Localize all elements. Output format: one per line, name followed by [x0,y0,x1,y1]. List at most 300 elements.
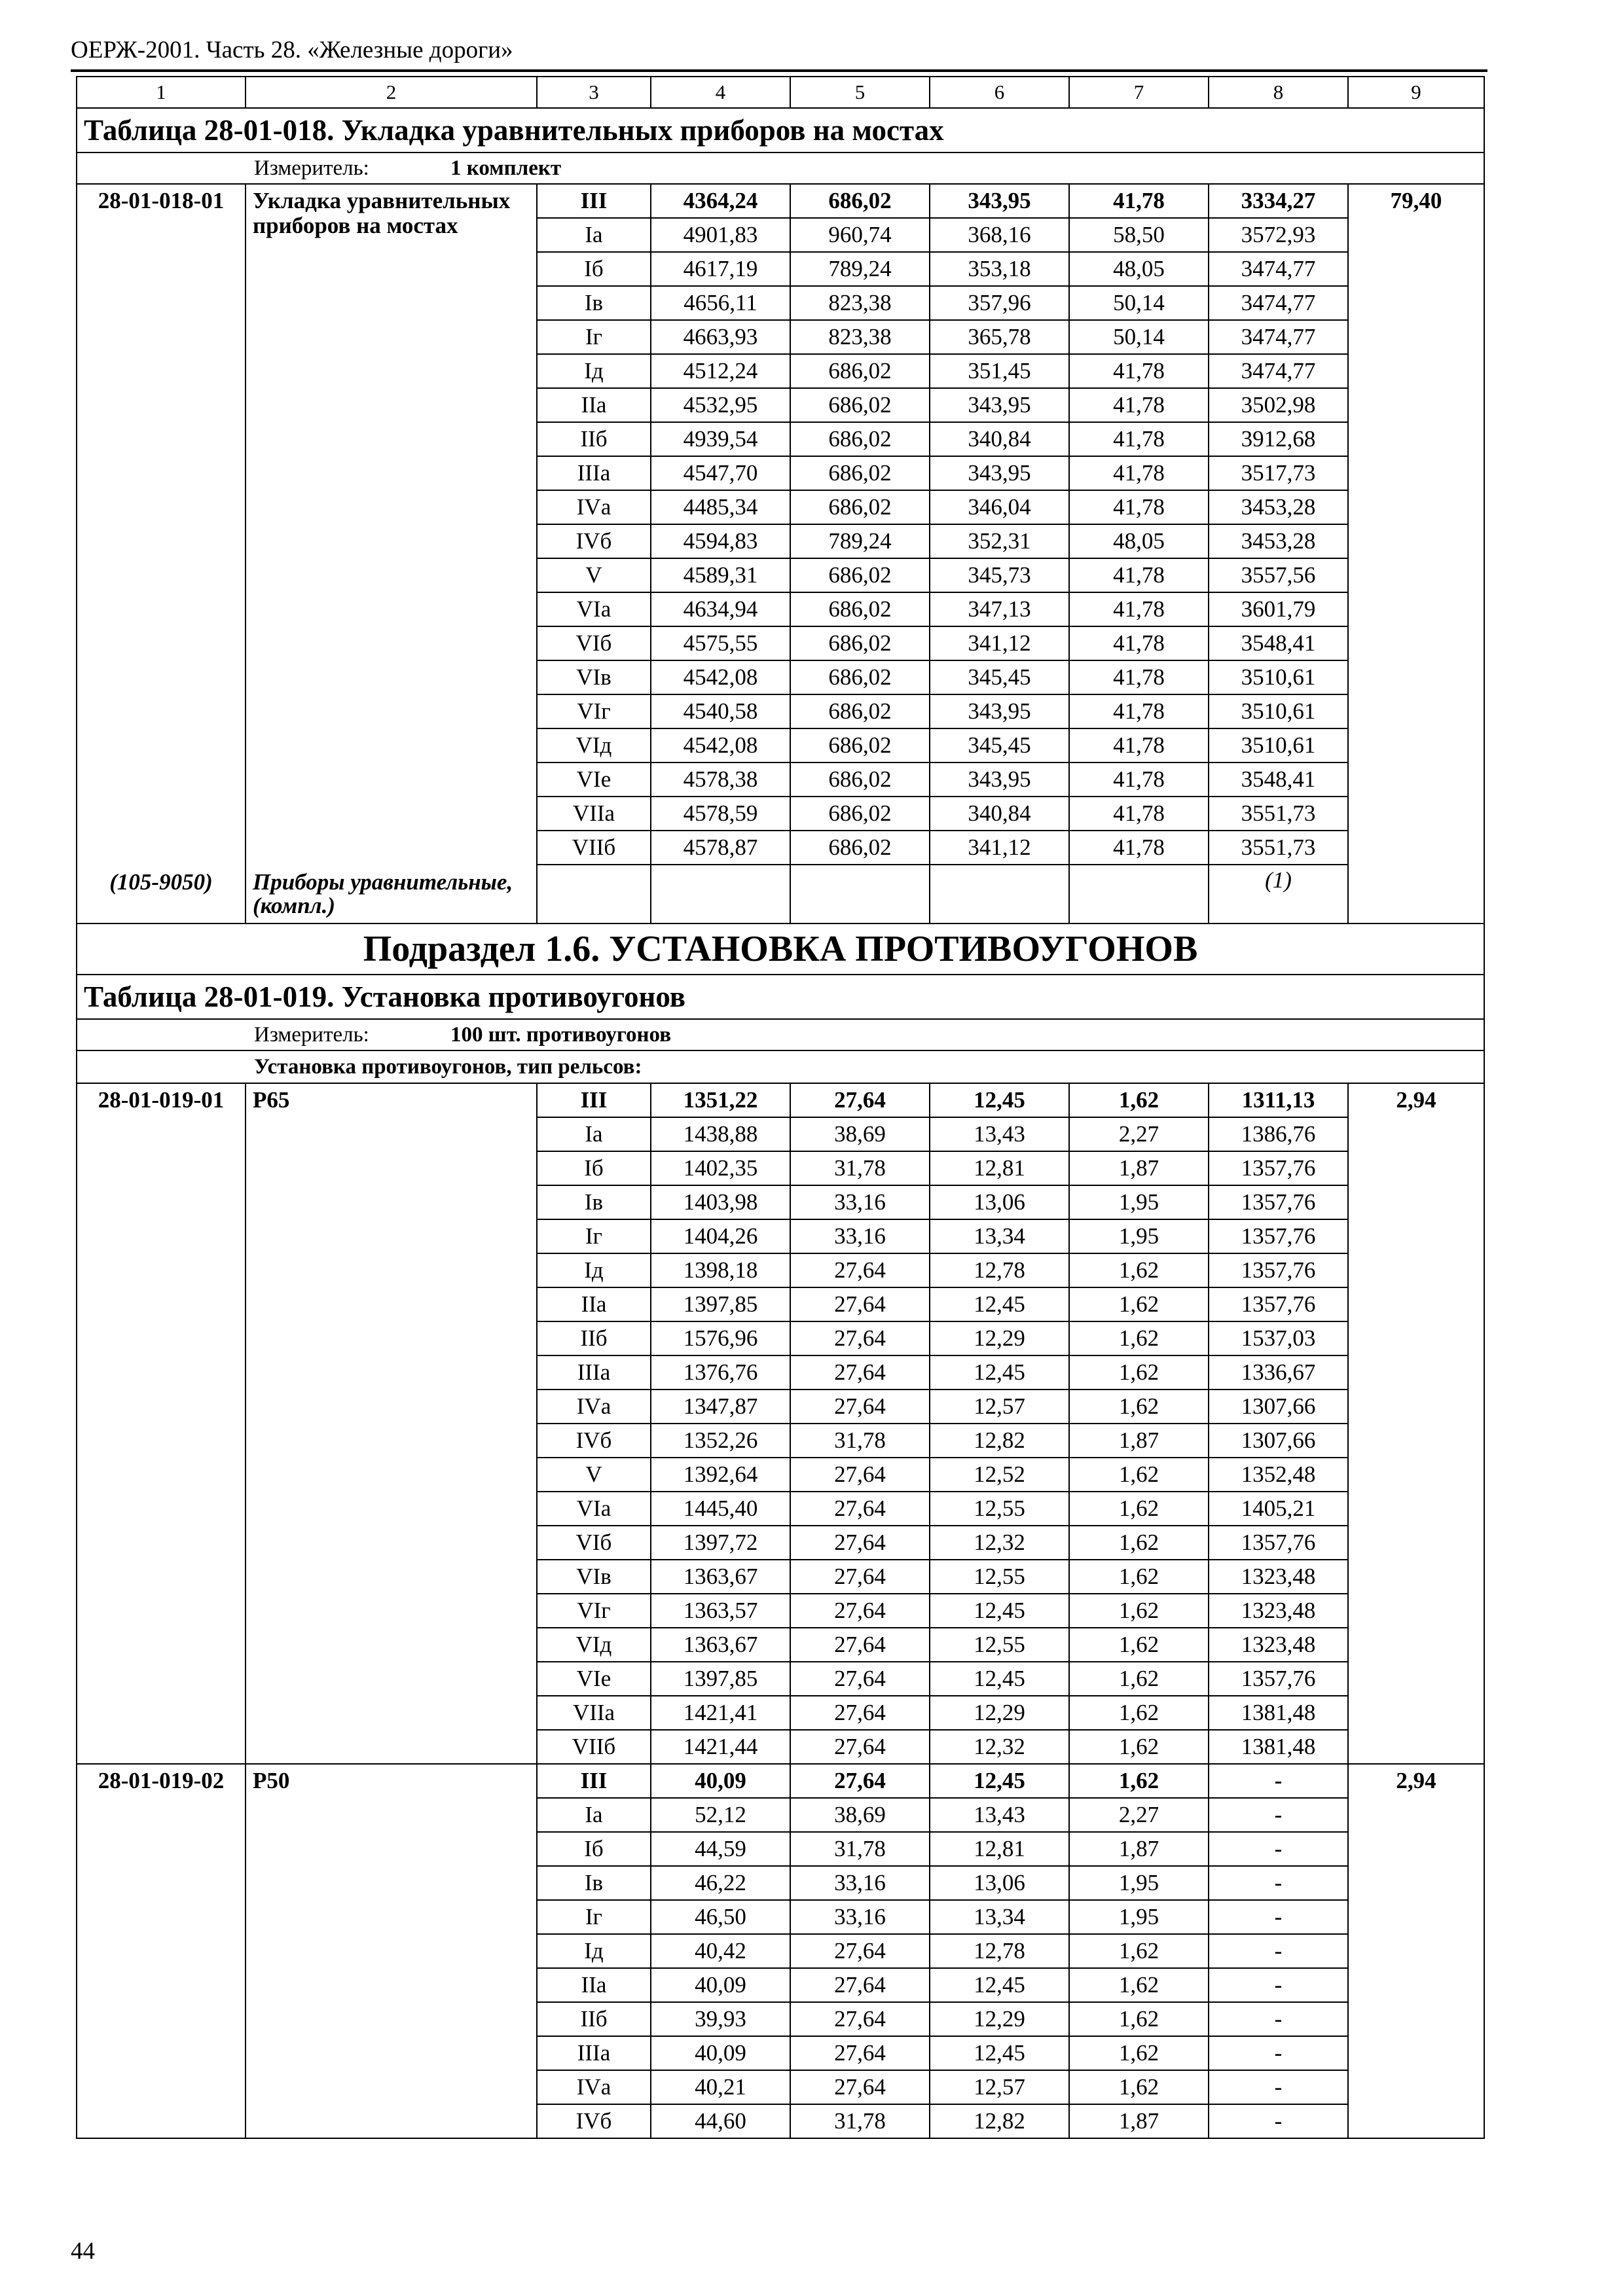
value-cell: 41,78 [1069,354,1209,388]
value-cell: 4634,94 [651,592,790,626]
value-cell: 1,95 [1069,1219,1209,1253]
zone-cell: IIб [537,422,651,456]
value-cell: 12,82 [930,1424,1069,1458]
zone-cell: Iв [537,1866,651,1900]
value-cell: 12,32 [930,1730,1069,1764]
zone-cell: VIд [537,728,651,762]
value-cell: 58,50 [1069,218,1209,252]
value-cell: 3548,41 [1209,626,1348,660]
value-cell: 27,64 [790,1696,930,1730]
value-cell: 1,95 [1069,1900,1209,1934]
value-cell: 1,62 [1069,1662,1209,1696]
price-table [76,76,1485,2139]
rate-name: Р65 [246,1083,537,1764]
value-cell: 1402,35 [651,1151,790,1185]
value-cell: 340,84 [930,797,1069,831]
value-cell: 41,78 [1069,762,1209,797]
zone-cell: IIа [537,1968,651,2002]
value-cell: 1421,41 [651,1696,790,1730]
value-cell: 41,78 [1069,422,1209,456]
value-cell: 13,43 [930,1117,1069,1151]
value-cell: 1,62 [1069,2002,1209,2036]
zone-cell: IVб [537,524,651,558]
value-cell: 343,95 [930,388,1069,422]
value-cell: 1357,76 [1209,1219,1348,1253]
value-cell: 3551,73 [1209,797,1348,831]
value-cell: 12,29 [930,2002,1069,2036]
value-cell: - [1209,1934,1348,1968]
value-cell: 1576,96 [651,1321,790,1355]
value-cell: 823,38 [790,286,930,320]
zone-cell: Iг [537,1900,651,1934]
value-cell: 3334,27 [1209,184,1348,218]
value-cell: 1,62 [1069,1968,1209,2002]
value-cell: 31,78 [790,1832,930,1866]
value-cell: 3453,28 [1209,524,1348,558]
value-cell: 1,95 [1069,1866,1209,1900]
measure-label: Измеритель: [254,156,369,180]
value-cell: 31,78 [790,1424,930,1458]
value-cell: 1363,67 [651,1560,790,1594]
value-cell: 27,64 [790,1253,930,1287]
column-9-value: 2,94 [1348,1764,1484,2138]
value-cell: 27,64 [790,1594,930,1628]
value-cell: 1,62 [1069,1355,1209,1390]
value-cell: 4485,34 [651,490,790,524]
value-cell: 346,04 [930,490,1069,524]
zone-cell: Iа [537,218,651,252]
rate-code: 28-01-019-01 [77,1083,246,1764]
zone-cell: V [537,1458,651,1492]
value-cell: 33,16 [790,1866,930,1900]
value-cell: 3453,28 [1209,490,1348,524]
empty-cell [651,865,790,924]
value-cell: 1438,88 [651,1117,790,1151]
value-cell: 960,74 [790,218,930,252]
value-cell: 3551,73 [1209,831,1348,865]
value-cell: 12,45 [930,1662,1069,1696]
value-cell: 365,78 [930,320,1069,354]
value-cell: - [1209,2070,1348,2104]
value-cell: 4547,70 [651,456,790,490]
value-cell: 1,62 [1069,1934,1209,1968]
value-cell: - [1209,1866,1348,1900]
measure-value: 100 шт. противоугонов [450,1023,672,1047]
value-cell: 4578,87 [651,831,790,865]
value-cell: 3502,98 [1209,388,1348,422]
table-018-title: Таблица 28-01-018. Укладка уравнительных приборов на мостах [77,108,1484,152]
zone-cell: IVб [537,2104,651,2138]
value-cell: - [1209,2002,1348,2036]
value-cell: 27,64 [790,1390,930,1424]
column-9-value: 79,40 [1348,184,1484,924]
value-cell: 1323,48 [1209,1628,1348,1662]
zone-cell: Iа [537,1798,651,1832]
value-cell: 4532,95 [651,388,790,422]
value-cell: 1404,26 [651,1219,790,1253]
value-cell: 1405,21 [1209,1492,1348,1526]
value-cell: 46,50 [651,1900,790,1934]
value-cell: 46,22 [651,1866,790,1900]
value-cell: 345,45 [930,660,1069,694]
value-cell: 1376,76 [651,1355,790,1390]
value-cell: 44,59 [651,1832,790,1866]
value-cell: 1,62 [1069,1083,1209,1117]
value-cell: 12,52 [930,1458,1069,1492]
value-cell: - [1209,1764,1348,1798]
value-cell: 686,02 [790,831,930,865]
value-cell: 1363,67 [651,1628,790,1662]
zone-cell: Iа [537,1117,651,1151]
value-cell: - [1209,2036,1348,2070]
value-cell: 13,06 [930,1866,1069,1900]
value-cell: 12,81 [930,1151,1069,1185]
value-cell: 40,42 [651,1934,790,1968]
value-cell: - [1209,1900,1348,1934]
value-cell: 41,78 [1069,694,1209,728]
subsection-title: Подраздел 1.6. УСТАНОВКА ПРОТИВОУГОНОВ [77,924,1484,975]
value-cell: 1445,40 [651,1492,790,1526]
value-cell: 41,78 [1069,660,1209,694]
resource-code: (105-9050) [109,869,213,895]
value-cell: 3572,93 [1209,218,1348,252]
value-cell: 12,45 [930,1764,1069,1798]
table-019-measure [77,1019,1484,1050]
value-cell: 41,78 [1069,456,1209,490]
table-body [77,77,1484,2138]
value-cell: 13,34 [930,1900,1069,1934]
value-cell: 3510,61 [1209,728,1348,762]
value-cell: 27,64 [790,1764,930,1798]
value-cell: 12,45 [930,1968,1069,2002]
measure-value: 1 комплект [450,156,562,180]
zone-cell: VIIа [537,797,651,831]
resource-name: Приборы уравнительные, (компл.) [253,869,513,918]
empty-cell [1069,865,1209,924]
value-cell: 12,78 [930,1253,1069,1287]
zone-cell: VIIб [537,831,651,865]
value-cell: 27,64 [790,1083,930,1117]
empty-cell [790,865,930,924]
value-cell: 12,55 [930,1628,1069,1662]
value-cell: 52,12 [651,1798,790,1832]
value-cell: 343,95 [930,694,1069,728]
value-cell: 686,02 [790,592,930,626]
value-cell: 3474,77 [1209,286,1348,320]
column-number: 5 [790,77,930,108]
table-row [77,184,1484,218]
table-row [77,1083,1484,1117]
value-cell: 1,62 [1069,1253,1209,1287]
value-cell: 41,78 [1069,558,1209,592]
value-cell: 686,02 [790,797,930,831]
zone-cell: Iб [537,1151,651,1185]
value-cell: 27,64 [790,1662,930,1696]
header-rule [71,69,1487,72]
value-cell: 1352,48 [1209,1458,1348,1492]
value-cell: 41,78 [1069,388,1209,422]
value-cell: 12,82 [930,2104,1069,2138]
value-cell: 345,73 [930,558,1069,592]
zone-cell: IIб [537,2002,651,2036]
value-cell: 12,81 [930,1832,1069,1866]
value-cell: 1,62 [1069,1764,1209,1798]
value-cell: 27,64 [790,2036,930,2070]
value-cell: 1,62 [1069,1560,1209,1594]
value-cell: 41,78 [1069,831,1209,865]
value-cell: - [1209,1798,1348,1832]
value-cell: 27,64 [790,1628,930,1662]
value-cell: 3510,61 [1209,660,1348,694]
value-cell: 4594,83 [651,524,790,558]
value-cell: 12,57 [930,1390,1069,1424]
value-cell: - [1209,1968,1348,2002]
value-cell: 31,78 [790,1151,930,1185]
zone-cell: IVа [537,2070,651,2104]
value-cell: 368,16 [930,218,1069,252]
value-cell: 789,24 [790,252,930,286]
zone-cell: IIа [537,388,651,422]
value-cell: 41,78 [1069,626,1209,660]
value-cell: 1421,44 [651,1730,790,1764]
value-cell: 41,78 [1069,592,1209,626]
zone-cell: IVа [537,1390,651,1424]
value-cell: 50,14 [1069,320,1209,354]
value-cell: 686,02 [790,694,930,728]
value-cell: 3548,41 [1209,762,1348,797]
value-cell: 27,64 [790,1934,930,1968]
rate-code: 28-01-019-02 [77,1764,246,2138]
value-cell: 2,27 [1069,1117,1209,1151]
value-cell: 1323,48 [1209,1560,1348,1594]
value-cell: 3510,61 [1209,694,1348,728]
value-cell: 3474,77 [1209,252,1348,286]
zone-cell: IIа [537,1287,651,1321]
value-cell: 1307,66 [1209,1424,1348,1458]
value-cell: 1307,66 [1209,1390,1348,1424]
value-cell: 1,87 [1069,1424,1209,1458]
value-cell: 1397,85 [651,1287,790,1321]
value-cell: 343,95 [930,184,1069,218]
zone-cell: IIб [537,1321,651,1355]
zone-cell: VIIб [537,1730,651,1764]
value-cell: 12,45 [930,1287,1069,1321]
value-cell: 1381,48 [1209,1730,1348,1764]
value-cell: 1,87 [1069,2104,1209,2138]
value-cell: 27,64 [790,1287,930,1321]
zone-cell: VIд [537,1628,651,1662]
value-cell: - [1209,2104,1348,2138]
column-number: 6 [930,77,1069,108]
subsection-row [77,924,1484,975]
zone-cell: Iг [537,1219,651,1253]
value-cell: 12,55 [930,1560,1069,1594]
value-cell: 33,16 [790,1219,930,1253]
value-cell: 3474,77 [1209,320,1348,354]
value-cell: 39,93 [651,2002,790,2036]
value-cell: 38,69 [790,1798,930,1832]
value-cell: 33,16 [790,1185,930,1219]
zone-cell: Iд [537,354,651,388]
value-cell: 686,02 [790,354,930,388]
zone-cell: VIIа [537,1696,651,1730]
value-cell: 27,64 [790,1730,930,1764]
value-cell: 1,62 [1069,1730,1209,1764]
value-cell: 1,62 [1069,2070,1209,2104]
value-cell: 41,78 [1069,184,1209,218]
value-cell: 1,62 [1069,1526,1209,1560]
value-cell: 340,84 [930,422,1069,456]
value-cell: 27,64 [790,1968,930,2002]
column-number: 2 [246,77,537,108]
measure-row [77,152,1484,184]
value-cell: 1347,87 [651,1390,790,1424]
value-cell: 12,55 [930,1492,1069,1526]
zone-cell: III [537,1083,651,1117]
value-cell: 686,02 [790,490,930,524]
value-cell: 1,62 [1069,1696,1209,1730]
column-number-row [77,77,1484,108]
value-cell: 41,78 [1069,728,1209,762]
value-cell: 1357,76 [1209,1185,1348,1219]
resource-value: (1) [1209,865,1348,924]
value-cell: 4901,83 [651,218,790,252]
value-cell: 38,69 [790,1117,930,1151]
zone-cell: IIIа [537,1355,651,1390]
value-cell: 1323,48 [1209,1594,1348,1628]
value-cell: 1311,13 [1209,1083,1348,1117]
note-row [77,1050,1484,1083]
zone-cell: VIв [537,660,651,694]
zone-cell: VIг [537,1594,651,1628]
value-cell: 4512,24 [651,354,790,388]
value-cell: 1,87 [1069,1832,1209,1866]
column-number: 8 [1209,77,1348,108]
value-cell: 4617,19 [651,252,790,286]
value-cell: 4542,08 [651,660,790,694]
zone-cell: IIIа [537,2036,651,2070]
value-cell: 1,95 [1069,1185,1209,1219]
zone-cell: V [537,558,651,592]
zone-cell: Iд [537,1934,651,1968]
measure-row [77,1019,1484,1050]
value-cell: 4656,11 [651,286,790,320]
rate-name: Р50 [246,1764,537,2138]
value-cell: 353,18 [930,252,1069,286]
page-number: 44 [71,2238,95,2265]
value-cell: 40,21 [651,2070,790,2104]
value-cell: 1386,76 [1209,1117,1348,1151]
empty-cell [930,865,1069,924]
value-cell: 1,62 [1069,1594,1209,1628]
zone-cell: VIг [537,694,651,728]
rate-name: Укладка уравнительных приборов на мостах Приборы уравнительные, (компл.) [246,184,537,924]
value-cell: 347,13 [930,592,1069,626]
value-cell: 1403,98 [651,1185,790,1219]
value-cell: 1357,76 [1209,1151,1348,1185]
zone-cell: III [537,184,651,218]
value-cell: 1,62 [1069,1492,1209,1526]
value-cell: 3474,77 [1209,354,1348,388]
value-cell: 27,64 [790,1560,930,1594]
value-cell: 12,78 [930,1934,1069,1968]
zone-cell: Iб [537,252,651,286]
value-cell: 4663,93 [651,320,790,354]
zone-cell: III [537,1764,651,1798]
value-cell: 345,45 [930,728,1069,762]
value-cell: 823,38 [790,320,930,354]
value-cell: 343,95 [930,456,1069,490]
value-cell: 27,64 [790,1492,930,1526]
table-row [77,1764,1484,1798]
value-cell: 1,62 [1069,2036,1209,2070]
value-cell: 12,45 [930,1083,1069,1117]
value-cell: 12,29 [930,1696,1069,1730]
measure-label: Измеритель: [254,1023,369,1047]
rail-type-note: Установка противоугонов, тип рельсов: [77,1050,1484,1083]
value-cell: 40,09 [651,2036,790,2070]
empty-cell [537,865,651,924]
value-cell: 1357,76 [1209,1526,1348,1560]
zone-cell: Iв [537,286,651,320]
value-cell: 4542,08 [651,728,790,762]
table-title-row [77,975,1484,1019]
zone-cell: VIб [537,1526,651,1560]
value-cell: 1,62 [1069,1458,1209,1492]
value-cell: 1352,26 [651,1424,790,1458]
zone-cell: Iг [537,320,651,354]
value-cell: 4578,38 [651,762,790,797]
value-cell: 4540,58 [651,694,790,728]
value-cell: 341,12 [930,831,1069,865]
value-cell: 3912,68 [1209,422,1348,456]
zone-cell: VIа [537,1492,651,1526]
value-cell: 27,64 [790,2002,930,2036]
value-cell: 1351,22 [651,1083,790,1117]
value-cell: 41,78 [1069,797,1209,831]
value-cell: 1357,76 [1209,1662,1348,1696]
value-cell: 343,95 [930,762,1069,797]
value-cell: 357,96 [930,286,1069,320]
value-cell: 27,64 [790,1458,930,1492]
value-cell: 1392,64 [651,1458,790,1492]
value-cell: 4939,54 [651,422,790,456]
value-cell: 1357,76 [1209,1287,1348,1321]
value-cell: 3601,79 [1209,592,1348,626]
zone-cell: VIа [537,592,651,626]
table-019-title: Таблица 28-01-019. Установка противоугонов [77,975,1484,1019]
value-cell: 40,09 [651,1764,790,1798]
table-018-measure [77,152,1484,184]
value-cell: 3517,73 [1209,456,1348,490]
value-cell: 41,78 [1069,490,1209,524]
value-cell: 27,64 [790,1526,930,1560]
value-cell: 686,02 [790,422,930,456]
value-cell: 1537,03 [1209,1321,1348,1355]
value-cell: 13,34 [930,1219,1069,1253]
value-cell: 4575,55 [651,626,790,660]
value-cell: 12,57 [930,2070,1069,2104]
value-cell: 12,45 [930,2036,1069,2070]
zone-cell: VIв [537,1560,651,1594]
value-cell: 12,45 [930,1594,1069,1628]
page-header: ОЕРЖ-2001. Часть 28. «Железные дороги» [71,37,513,63]
column-number: 3 [537,77,651,108]
value-cell: 1336,67 [1209,1355,1348,1390]
zone-cell: Iд [537,1253,651,1287]
column-number: 9 [1348,77,1484,108]
value-cell: 686,02 [790,456,930,490]
